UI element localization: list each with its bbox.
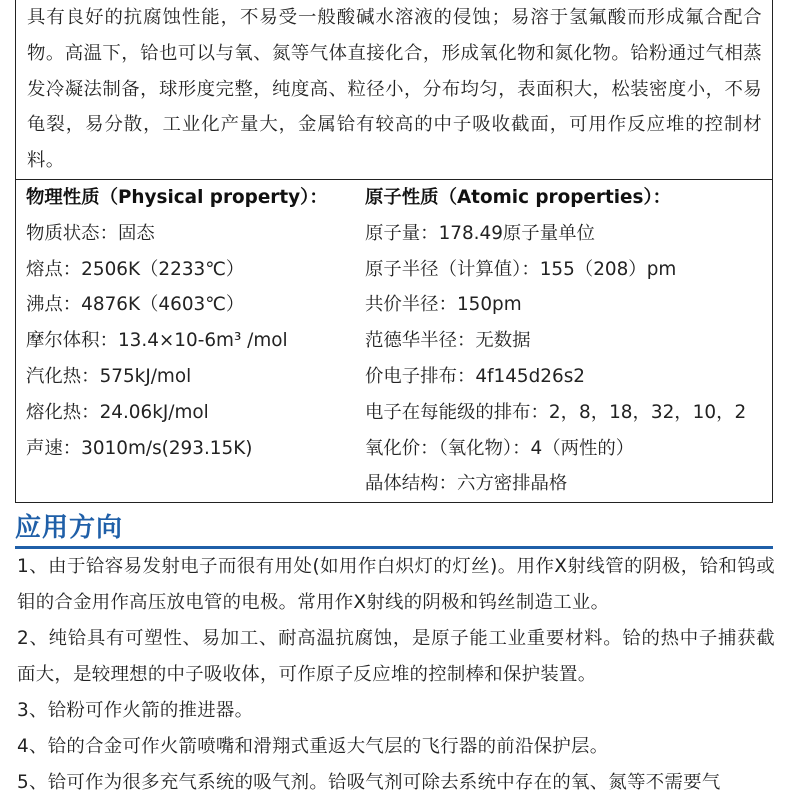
atomic-property-crystal-structure: 晶体结构：六方密排晶格 <box>365 473 568 495</box>
application-item-2: 2、纯铪具有可塑性、易加工、耐高温抗腐蚀，是原子能工业重要材料。铪的热中子捕获截面大，是较理想的中子吸收体，可作原子反应堆的控制棒和保护装置。 <box>17 628 775 685</box>
applications-list <box>17 549 775 801</box>
applications-title: 应用方向 <box>15 513 124 543</box>
application-item-5: 5、铪可作为很多充气系统的吸气剂。铪吸气剂可除去系统中存在的氧、氮等不需要气 <box>17 772 721 793</box>
physical-property-boiling-point: 沸点：4876K（4603℃） <box>26 294 245 316</box>
physical-property-heat-of-fusion: 熔化热：24.06kJ/mol <box>26 401 209 423</box>
physical-property-state: 物质状态：固态 <box>26 222 155 244</box>
application-item-3: 3、铪粉可作火箭的推进器。 <box>17 700 254 721</box>
atomic-property-electrons-per-shell: 电子在每能级的排布：2，8，18，32，10，2 <box>365 401 747 423</box>
physical-properties-heading: 物理性质（Physical property）： <box>26 187 328 208</box>
physical-property-melting-point: 熔点：2506K（2233℃） <box>26 258 245 280</box>
physical-property-molar-volume: 摩尔体积：13.4×10-6m³ /mol <box>26 330 288 352</box>
application-item-4: 4、铪的合金可作火箭喷嘴和滑翔式重返大气层的飞行器的前沿保护层。 <box>17 736 609 757</box>
application-item-1: 1、由于铪容易发射电子而很有用处(如用作白炽灯的灯丝)。用作X射线管的阴极，铪和钨或钼的合金用作高压放电管的电极。常用作X射线的阴极和钨丝制造工业。 <box>17 556 775 613</box>
atomic-property-valence-electrons: 价电子排布：4f145d26s2 <box>365 365 585 387</box>
physical-properties-column <box>26 180 328 466</box>
atomic-property-atomic-radius: 原子半径（计算值）：155（208）pm <box>365 258 677 280</box>
atomic-property-atomic-weight: 原子量：178.49原子量单位 <box>365 222 595 244</box>
intro-box <box>15 0 773 180</box>
atomic-property-oxidation-state: 氧化价：（氧化物）：4（两性的） <box>365 437 635 459</box>
atomic-property-van-der-waals-radius: 范德华半径：无数据 <box>365 330 531 352</box>
physical-property-speed-of-sound: 声速：3010m/s(293.15K) <box>26 437 253 459</box>
atomic-properties-heading: 原子性质（Atomic properties）： <box>365 187 672 208</box>
atomic-properties-column <box>365 180 746 502</box>
properties-table <box>15 180 773 503</box>
atomic-property-covalent-radius: 共价半径：150pm <box>365 294 522 316</box>
physical-property-heat-of-vaporization: 汽化热：575kJ/mol <box>26 365 192 387</box>
intro-paragraph: 具有良好的抗腐蚀性能，不易受一般酸碱水溶液的侵蚀；易溶于氢氟酸而形成氟合配合物。高温下，铪也可以与氧、氮等气体直接化合，形成氧化物和氮化物。铪粉通过气相蒸发冷凝法制备，球形度完整，纯度高、粒径小，分布均匀，表面积大，松装密度小，不易龟裂，易分散，工业化产量大，金属铪有较高的中子吸收截面，可用作反应堆的控制材料。 <box>27 7 762 172</box>
